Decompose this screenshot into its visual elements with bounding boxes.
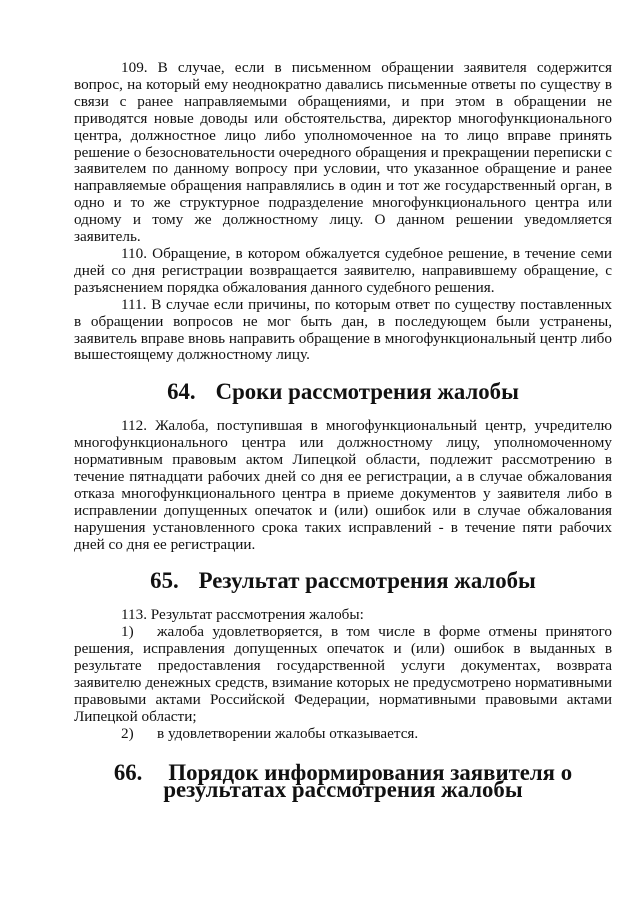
section-66-number: 66. <box>113 759 143 785</box>
paragraph-111: 111. В случае если причины, по которым ответ по существу поставленных в обращении вопросов не мог быть дан, в последующем были устранены, заявитель вправе вновь направить обращение в многофункциональный центр либо вышестоящему должностному лицу. <box>74 295 612 364</box>
document-page <box>74 59 612 802</box>
list-item-text: в удовлетворении жалобы отказывается. <box>157 724 419 742</box>
section-64-title: Сроки рассмотрения жалобы <box>215 379 519 405</box>
list-item-number: 2) <box>121 724 134 742</box>
section-64-number: 64. <box>167 379 196 405</box>
section-65-heading <box>74 568 612 594</box>
list-item-text: жалоба удовлетворяется, в том числе в форме отмены принятого решения, исправления допущенных опечаток и (или) ошибок в выданных в результате предоставления государственной услуги документах, возврата заявителю денежных средств, взимание которых не предусмотрено нормативными правовыми актами Российской Федерации, нормативными правовыми актами Липецкой области; <box>74 623 612 725</box>
paragraph-110: 110. Обращение, в котором обжалуется судебное решение, в течение семи дней со дня регистрации возвращается заявителю, направившему обращение, с разъяснением порядка обжалования данного судебного решения. <box>74 244 612 296</box>
paragraph-113: 113. Результат рассмотрения жалобы: <box>121 606 364 624</box>
section-64-heading <box>74 379 612 405</box>
section-65-number: 65. <box>150 568 179 594</box>
section-66-heading <box>74 759 612 802</box>
list-item <box>74 624 612 725</box>
section-65-title: Результат рассмотрения жалобы <box>198 568 536 594</box>
paragraph-112: 112. Жалоба, поступившая в многофункциональный центр, учредителю многофункционального центра или должностному лицу, уполномоченному нормативным правовым актом Липецкой области, подлежит рассмотрению в течение пятнадцати рабочих дней со дня ее регистрации, а в случае обжалования отказа многофункционального центра в приеме документов у заявителя либо в исправлении допущенных опечаток и (или) ошибок или в случае обжалования нарушения установленного срока таких исправлений - в течение пяти рабочих дней со дня ее регистрации. <box>74 417 612 553</box>
list-item <box>74 726 612 743</box>
section-66-title: Порядок информирования заявителя о результатах рассмотрения жалобы <box>163 759 573 802</box>
paragraph-109: 109. В случае, если в письменном обращении заявителя содержится вопрос, на который ему неоднократно давались письменные ответы по существу в связи с ранее направляемыми обращениями, и при этом в обращении не приводятся новые доводы или обстоятельства, директор многофункционального центра, должностное лицо либо уполномоченное на то лицо вправе принять решение о безосновательности очередного обращения и прекращении переписки с заявителем по данному вопросу при условии, что указанное обращение и ранее направляемые обращения направлялись в один и тот же государственный орган, в одно и то же структурное подразделение многофункционального центра или одному и тому же должностному лицу. О данном решении уведомляется заявитель. <box>74 59 612 246</box>
list-item-number: 1) <box>121 623 134 641</box>
